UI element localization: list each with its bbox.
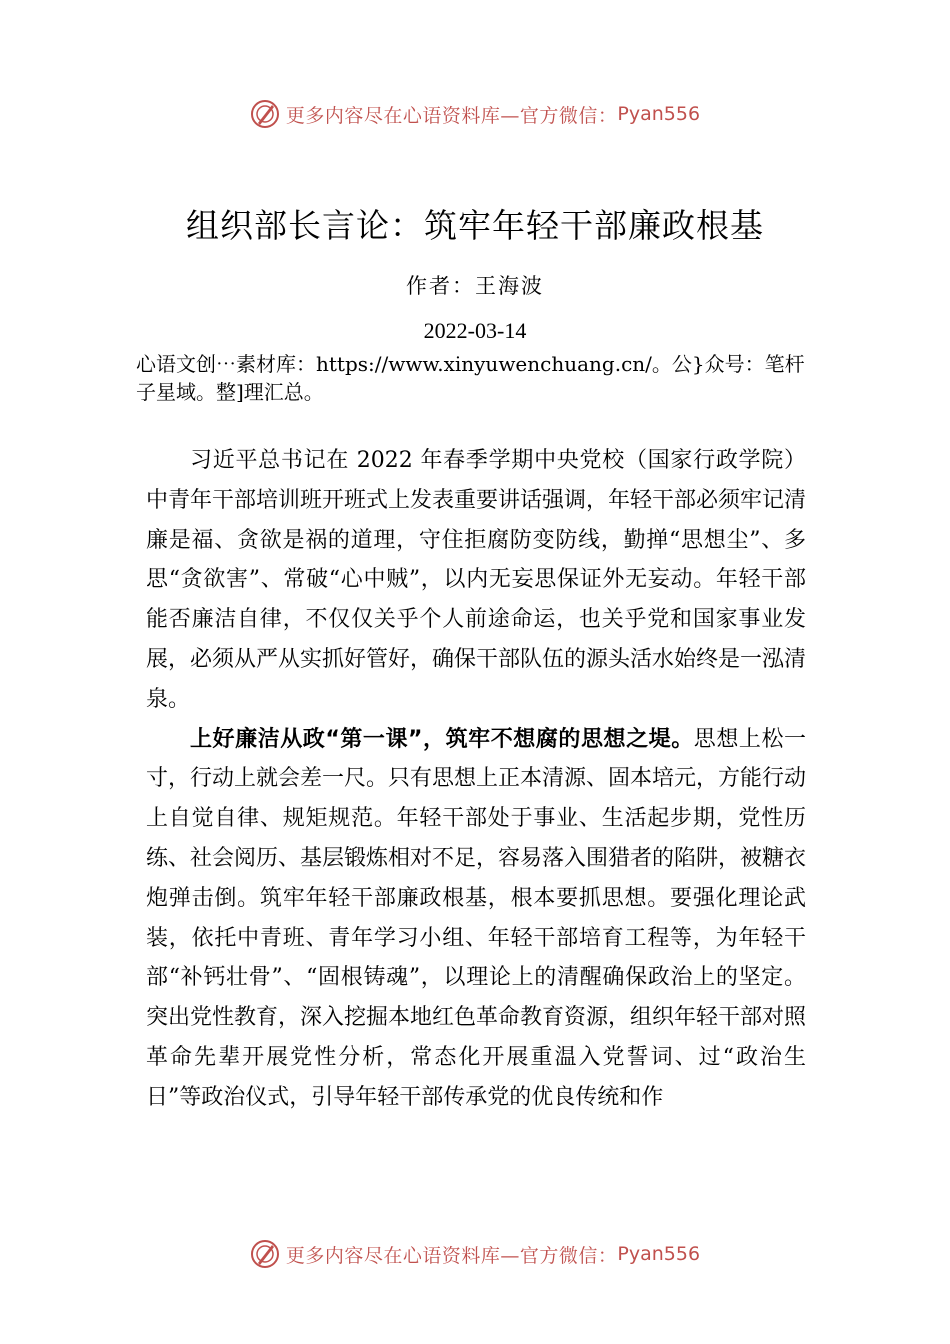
- paragraph-2-body: 思想上松一寸，行动上就会差一尺。只有思想上正本清源、固本培元，方能行动上自觉自律、规矩规范。年轻干部处于事业、生活起步期，党性历练、社会阅历、基层锻炼相对不足，容易落入围猎者的陷阱，被糖衣炮弹击倒。筑牢年轻干部廉政根基，根本要抓思想。要强化理论武装，依托中青班、青年学习小组、年轻干部培育工程等，为年轻干部“补钙壮骨”、“固根铸魂”，以理论上的清醒确保政治上的坚定。突出党性教育，深入挖掘本地红色革命教育资源，组织年轻干部对照革命先辈开展党性分析，常态化开展重温入党誓词、过“政治生日”等政治仪式，引导年轻干部传承党的优良传统和作: [146, 726, 807, 1110]
- quill-logo-icon: [250, 1239, 280, 1269]
- article-title: 组织部长言论：筑牢年轻干部廉政根基: [186, 206, 764, 245]
- banner-text: 更多内容尽在心语资料库—官方微信：: [285, 104, 618, 127]
- paragraph-1: 习近平总书记在 2022 年春季学期中央党校（国家行政学院）中青年干部培训班开班式上发表重要讲话强调，年轻干部必须牢记清廉是福、贪欲是祸的道理，守住拒腐防变防线，勤掸“思想尘”、多思“贪欲害”、常破“心中贼”，以内无妄思保证外无妄动。年轻干部能否廉洁自律，不仅仅关乎个人前途命运，也关乎党和国家事业发展，必须从严从实抓好管好，确保干部队伍的源头活水始终是一泓清泉。: [146, 448, 807, 712]
- article-body: [146, 441, 806, 1118]
- footer-banner: [0, 1234, 950, 1274]
- quill-logo-icon: [250, 99, 280, 129]
- banner-wechat-id: Pyan556: [617, 103, 701, 125]
- article-author: 作者：王海波: [406, 274, 544, 298]
- article-date: 2022-03-14: [423, 318, 527, 343]
- source-note: 心语文创⋯素材库：https://www.xinyuwenchuang.cn/。公}众号：笔杆子星域。整]理汇总。: [136, 352, 805, 404]
- banner-wechat-id: Pyan556: [617, 1243, 701, 1265]
- paragraph-2: [146, 720, 806, 1118]
- header-banner: [0, 94, 950, 134]
- paragraph-2-heading: 上好廉洁从政“第一课”，筑牢不想腐的思想之堤。: [190, 726, 694, 752]
- banner-text: 更多内容尽在心语资料库—官方微信：: [285, 1244, 618, 1267]
